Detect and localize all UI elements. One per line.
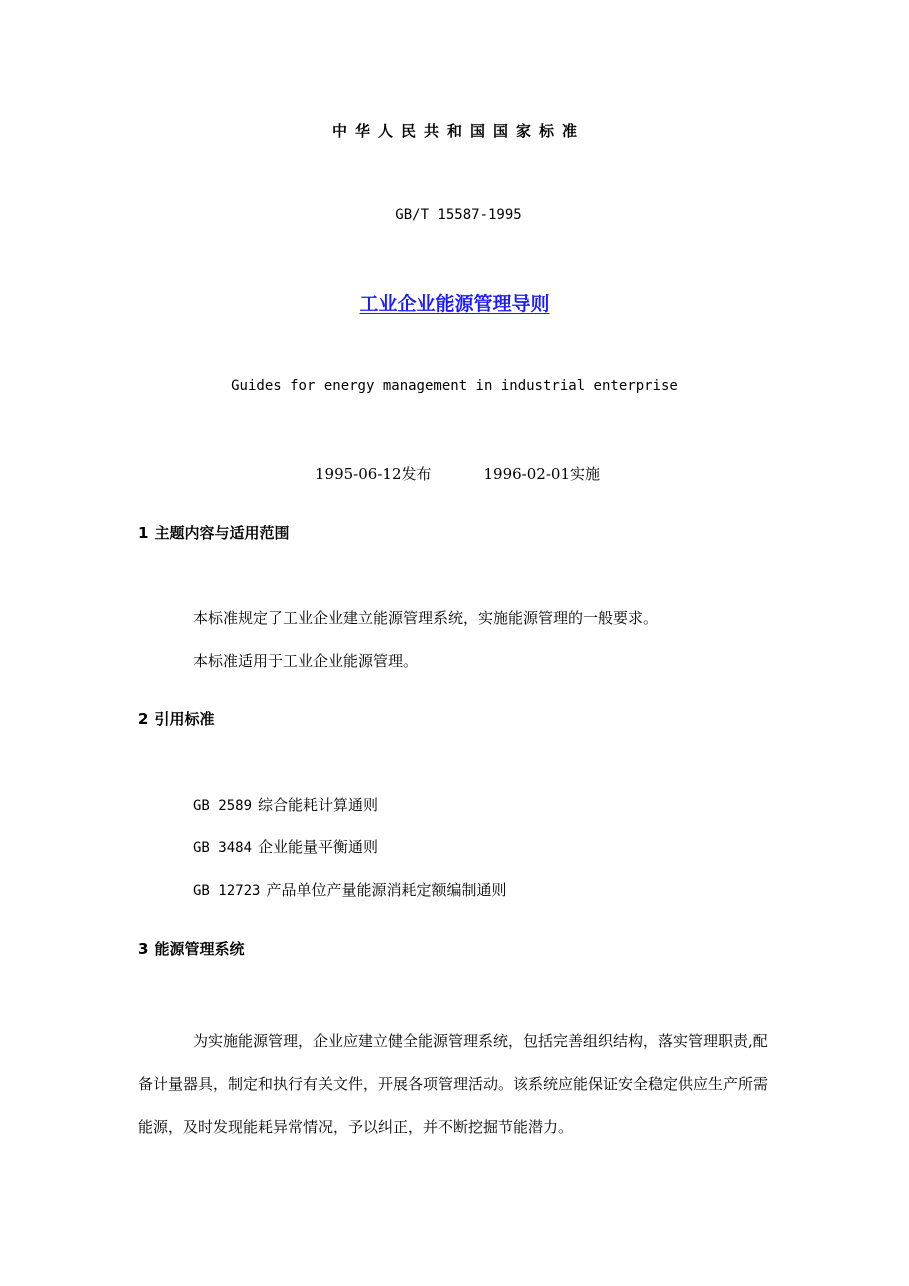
effective-label: 实施: [569, 465, 600, 483]
section-1-paragraph-2: 本标准适用于工业企业能源管理。: [193, 652, 419, 670]
issue-date: 1995-06-12: [315, 465, 402, 483]
reference-name: 产品单位产量能源消耗定额编制通则: [266, 881, 507, 899]
document-title-link[interactable]: 工业企业能源管理导则: [359, 293, 550, 315]
standard-code: GB/T 15587-1995: [395, 207, 522, 223]
section-title: 能源管理系统: [154, 940, 245, 958]
section-1-heading: [138, 522, 289, 543]
reference-item: [193, 794, 378, 815]
section-title: 主题内容与适用范围: [154, 524, 290, 542]
section-number: 2: [138, 710, 149, 728]
reference-code: GB 2589: [193, 798, 253, 814]
dates-line: [0, 463, 909, 484]
section-1-paragraph-1: 本标准规定了工业企业建立能源管理系统，实施能源管理的一般要求。: [193, 609, 659, 627]
issue-label: 发布: [401, 465, 432, 483]
reference-code: GB 12723: [193, 883, 261, 899]
section-number: 3: [138, 940, 149, 958]
section-3-body: [138, 1020, 778, 1149]
reference-item: [193, 836, 378, 857]
national-standard-heading: 中华人民共和国国家标准: [331, 122, 585, 140]
reference-name: 企业能量平衡通则: [258, 838, 379, 856]
reference-item: [193, 879, 506, 900]
english-subtitle: Guides for energy management in industrial enterprise: [231, 378, 678, 394]
section-title: 引用标准: [154, 710, 215, 728]
section-3-body-text: 为实施能源管理，企业应建立健全能源管理系统，包括完善组织结构，落实管理职责,配备计量器具，制定和执行有关文件，开展各项管理活动。该系统应能保证安全稳定供应生产所需能源，及时发现能耗异常情况，予以纠正，并不断挖掘节能潜力。: [138, 1032, 769, 1136]
effective-date: 1996-02-01: [483, 465, 570, 483]
section-number: 1: [138, 524, 149, 542]
reference-code: GB 3484: [193, 840, 253, 856]
reference-name: 综合能耗计算通则: [258, 796, 379, 814]
section-3-heading: [138, 938, 244, 959]
section-2-heading: [138, 708, 214, 729]
